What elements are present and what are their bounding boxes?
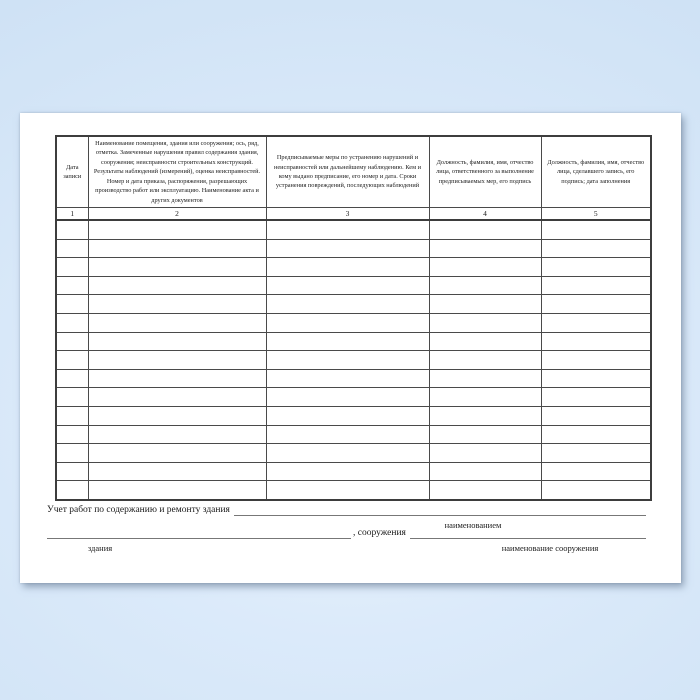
- journal-table: [55, 135, 652, 501]
- table-cell: [429, 295, 541, 314]
- column-number: 5: [541, 208, 651, 221]
- table-cell: [88, 388, 266, 407]
- column-number: 4: [429, 208, 541, 221]
- table-cell: [429, 258, 541, 277]
- column-header-responsible: Должность, фамилия, имя, отчество лица, ответственного за выполнение предписываемых мер, его подпись: [429, 136, 541, 208]
- table-cell: [88, 351, 266, 370]
- table-cell: [429, 481, 541, 500]
- column-number: 3: [266, 208, 429, 221]
- table-cell: [56, 369, 88, 388]
- table-cell: [429, 407, 541, 426]
- table-row: [56, 351, 651, 370]
- table-row: [56, 481, 651, 500]
- table-cell: [88, 407, 266, 426]
- table-cell: [88, 239, 266, 258]
- table-cell: [541, 369, 651, 388]
- table-cell: [56, 276, 88, 295]
- table-cell: [266, 276, 429, 295]
- footer-caption-structure: наименование сооружения: [501, 543, 599, 553]
- table-cell: [541, 276, 651, 295]
- table-row: [56, 407, 651, 426]
- table-cell: [56, 462, 88, 481]
- table-cell: [266, 481, 429, 500]
- table-cell: [541, 258, 651, 277]
- table-cell: [88, 332, 266, 351]
- column-header-description: Наименование помещения, здания или сооружения; ось, ряд, отметка. Замеченные нарушения правил содержания здания, сооружения; неисправности строительных конструкций. Результаты наблюдений (измерений), оценка неисправностей. Номер и дата приказа, распоряжения, разрешающих производство работ или эксплуатацию. Наименование акта и других документов: [88, 136, 266, 208]
- table-cell: [56, 332, 88, 351]
- table-row: [56, 220, 651, 239]
- table-cell: [266, 444, 429, 463]
- fill-in-line: [47, 527, 351, 539]
- table-cell: [56, 258, 88, 277]
- fill-in-line: [410, 527, 646, 539]
- table-cell: [56, 407, 88, 426]
- table-row: [56, 276, 651, 295]
- footer-line-1: [47, 504, 646, 516]
- table-cell: [88, 276, 266, 295]
- footer-caption-building: здания: [87, 543, 113, 553]
- table-row: [56, 295, 651, 314]
- table-row: [56, 258, 651, 277]
- table-cell: [56, 220, 88, 239]
- table-cell: [266, 351, 429, 370]
- table-row: [56, 332, 651, 351]
- table-cell: [56, 444, 88, 463]
- table-cell: [56, 425, 88, 444]
- table-cell: [541, 314, 651, 333]
- table-cell: [266, 220, 429, 239]
- table-cell: [429, 239, 541, 258]
- table-cell: [429, 276, 541, 295]
- footer-caption-name: наименованием: [444, 520, 502, 530]
- table-cell: [266, 332, 429, 351]
- table-cell: [88, 314, 266, 333]
- table-cell: [541, 351, 651, 370]
- table-row: [56, 462, 651, 481]
- table-cell: [541, 332, 651, 351]
- table-cell: [541, 462, 651, 481]
- table-cell: [56, 239, 88, 258]
- header-row: [56, 136, 651, 208]
- table-cell: [266, 258, 429, 277]
- table-cell: [266, 462, 429, 481]
- table-cell: [429, 332, 541, 351]
- table-cell: [541, 220, 651, 239]
- document-page: [20, 113, 681, 583]
- table-cell: [266, 425, 429, 444]
- column-number-row: [56, 208, 651, 221]
- table-cell: [541, 295, 651, 314]
- table-cell: [56, 351, 88, 370]
- table-row: [56, 239, 651, 258]
- table-cell: [88, 220, 266, 239]
- table-cell: [266, 369, 429, 388]
- table-row: [56, 314, 651, 333]
- table-cell: [56, 314, 88, 333]
- table-cell: [429, 314, 541, 333]
- table-cell: [88, 462, 266, 481]
- table-cell: [266, 388, 429, 407]
- column-header-measures: Предписываемые меры по устранению нарушений и неисправностей или дальнейшему наблюдению. Кем и кому выдано предписание, его номер и дата. Сроки устранения повреждений, последующих наблюдений: [266, 136, 429, 208]
- table-cell: [429, 369, 541, 388]
- table-cell: [429, 444, 541, 463]
- table-cell: [56, 388, 88, 407]
- table-cell: [541, 481, 651, 500]
- table-cell: [429, 351, 541, 370]
- fill-in-line: [234, 504, 646, 516]
- table-cell: [429, 220, 541, 239]
- column-header-date: Дата записи: [56, 136, 88, 208]
- table-cell: [266, 407, 429, 426]
- table-cell: [266, 239, 429, 258]
- table-cell: [541, 239, 651, 258]
- table-row: [56, 444, 651, 463]
- table-cell: [88, 369, 266, 388]
- column-header-recorder: Должность, фамилия, имя, отчество лица, сделавшего запись, его подпись; дата заполнения: [541, 136, 651, 208]
- table-cell: [429, 425, 541, 444]
- table-cell: [88, 481, 266, 500]
- table-cell: [88, 258, 266, 277]
- table-cell: [429, 388, 541, 407]
- table-cell: [88, 444, 266, 463]
- empty-rows: [56, 220, 651, 500]
- table-cell: [88, 425, 266, 444]
- table-cell: [541, 388, 651, 407]
- table-cell: [56, 295, 88, 314]
- table-cell: [541, 407, 651, 426]
- table-cell: [56, 481, 88, 500]
- table-cell: [429, 462, 541, 481]
- table-row: [56, 369, 651, 388]
- table-cell: [541, 444, 651, 463]
- column-number: 2: [88, 208, 266, 221]
- column-number: 1: [56, 208, 88, 221]
- footer-line-2: [47, 527, 646, 539]
- table-cell: [266, 295, 429, 314]
- table-row: [56, 425, 651, 444]
- footer-line2-separator: , сооружения: [353, 528, 406, 538]
- table-cell: [541, 425, 651, 444]
- table-cell: [88, 295, 266, 314]
- table-cell: [266, 314, 429, 333]
- footer-line1-label: Учет работ по содержанию и ремонту здания: [47, 505, 230, 515]
- table-row: [56, 388, 651, 407]
